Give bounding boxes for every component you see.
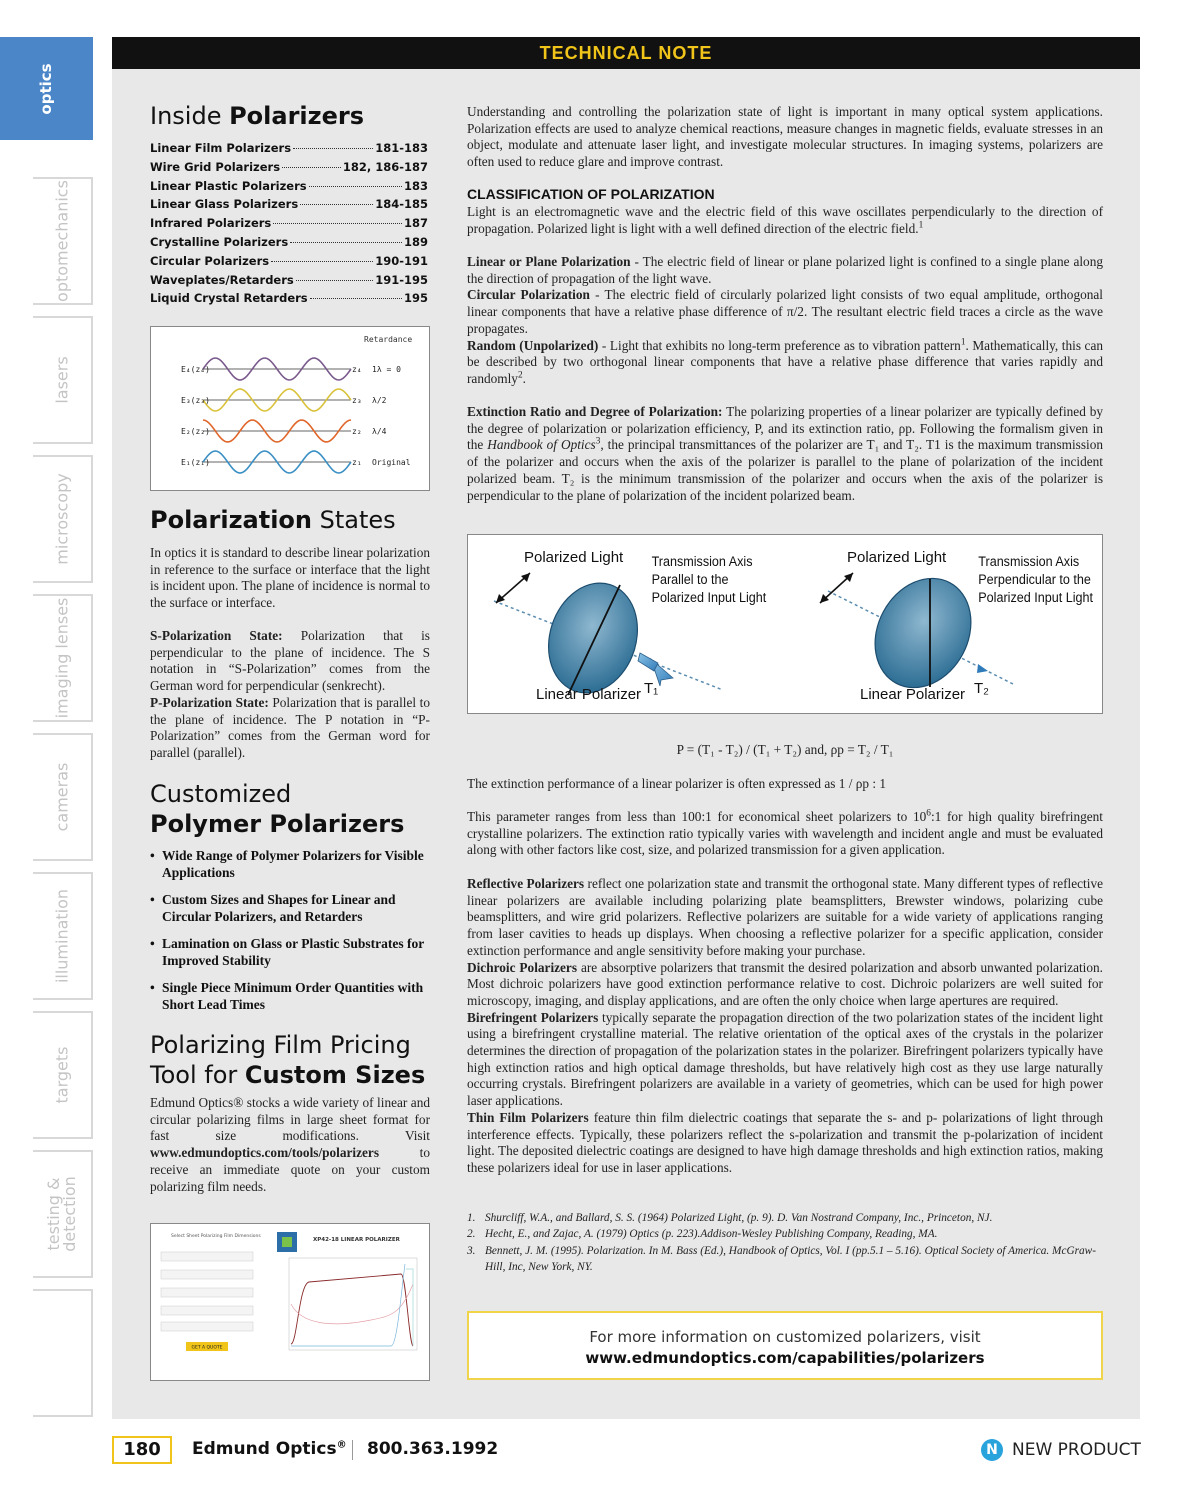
more-info-text: For more information on customized polarizers, visit	[589, 1328, 981, 1346]
classification-heading: CLASSIFICATION OF POLARIZATION	[467, 186, 715, 202]
tool-form-title: Select Sheet Polarizing Film Dimensions	[171, 1234, 261, 1239]
retardance-wave-figure	[150, 326, 430, 491]
wave-retardance-value: λ/4	[372, 427, 387, 436]
reference-item: 3. Bennett, J. M. (1995). Polarization. In M. Bass (Ed.), Handbook of Optics, Vol. I (pp.5.1 – 5.16). Optical Society of America. McGraw-Hill, Inc, New York, NY.	[467, 1244, 1096, 1273]
right-t2-label: T₂	[974, 680, 989, 697]
new-product-icon: N	[981, 1439, 1003, 1461]
toc-item[interactable]: Liquid Crystal Retarders 195	[150, 291, 428, 306]
polarization-states-heading: Polarization States	[150, 506, 396, 534]
side-tab-microscopy[interactable]: microscopy	[33, 455, 93, 583]
wave-z-label: z₃	[352, 396, 362, 405]
wave-retardance-value: 1λ = 0	[372, 365, 401, 374]
bullet-item: • Single Piece Minimum Order Quantities with Short Lead Times	[150, 980, 435, 1013]
right-axis-line1: Transmission Axis	[978, 553, 1080, 570]
side-tab-targets[interactable]: targets	[33, 1011, 93, 1139]
side-tab-lasers[interactable]: lasers	[33, 316, 93, 444]
side-tab-imaging-lenses[interactable]: imaging lenses	[33, 594, 93, 722]
page-number: 180	[112, 1436, 172, 1464]
retardance-label: Retardance	[364, 335, 413, 344]
states-intro: In optics it is standard to describe linear polarization in reference to the surface or interface that the light is incident upon. The plane of incidence is normal to the surface or interface.	[150, 545, 430, 611]
side-tab-optics[interactable]: optics	[0, 37, 93, 140]
toc-item[interactable]: Linear Glass Polarizers 184-185	[150, 197, 428, 212]
left-axis-line3: Polarized Input Light	[651, 589, 767, 606]
toc-item[interactable]: Linear Plastic Polarizers 183	[150, 178, 428, 193]
reference-item: 1. Shurcliff, W.A., and Ballard, S. S. (1964) Polarized Light, (p. 9). D. Van Nostrand Company, Inc., Princeton, NJ.	[467, 1212, 993, 1224]
polarizer-diagram-svg	[468, 535, 1102, 713]
wave-retardance-value: λ/2	[372, 396, 387, 405]
formula: P = (T₁ - T₂) / (T₁ + T₂) and, ρp = T₂ / T₁	[676, 742, 894, 757]
intro-paragraph: Understanding and controlling the polarization state of light is important in many optical system applications. Polarization effects are used to analyze chemical reactions, measure changes in magnetic fields, evaluate stresses in an object, modulate and attenuate laser light, and investigate molecular structures. In imaging systems, polarizers are often used to reduce glare and improve contrast.	[467, 104, 1103, 170]
references	[467, 1210, 1103, 1275]
wave-z-label: z₁	[352, 458, 362, 467]
extinction-performance: The extinction performance of a linear polarizer is often expressed as 1 / ρp : 1	[467, 776, 887, 791]
inside-polarizers-heading: Inside Polarizers	[150, 102, 365, 130]
polarizer-types-paragraphs: Reflective Polarizers reflect one polarization state and transmit the orthogonal state. Many different types of reflective linear polarizers are available including polarizing plate beamsplitters, Brewster windows, polarizing cube beamsplitters, and wire grid polarizers. Reflective polarizers are suitable for a wide variety of applications ranging from laser cavities to heads up displays. When choosing a reflective polarizer for a specific application, consider extinction performance and angle sensitivity before making your purchase. Dichroic Polarizers are absorptive polarizers that transmit the desired polarization and absorb unwanted polarization. Most dichroic polarizers have good extinction performance relative to cost. Dichroic polarizers are well suited for microscopy, imaging, and display applications, and are often the only choice when large apertures are required. Birefringent Polarizers typically separate the propagation direction of the two polarization states of the incident light using a birefringent crystalline material. The relative orientation of the optical axes of the crystals in the polarizer determines the direction of propagation of the polarization states in the polarizer. Birefringent polarizers typically have high extinction ratios and high optical damage thresholds, but have relatively high cost as they use large naturally occurring crystals. Birefringent polarizers are available in a variety of geometries, which can be used for high power laser applications. Thin Film Polarizers feature thin film dielectric coatings that separate the s- and p- polarizations of light through interference effects. Typically, these polarizers reflect the s-polarization and transmit the p-polarization of incident light. The deposited dielectric coatings are designed to have high damage thresholds and high extinction ratios, making these polarizers ideal for use in laser applications.	[467, 876, 1104, 1175]
reference-item: 2. Hecht, E., and Zajac, A. (1979) Optics (p. 223).Addison-Wesley Publishing Company, Reading, MA.	[467, 1228, 938, 1241]
s-p-polarization-text: S-Polarization State: Polarization that is perpendicular to the plane of incidence. The S notation in “S-Polarization” comes from the German word for perpendicular (senkrecht). P-Polarization State: Polarization that is parallel to the plane of incidence. The P notation in “P-Polarization” comes from the German word for parallel (parallel).	[150, 628, 430, 760]
left-axis-line1: Transmission Axis	[651, 553, 753, 570]
get-quote-label: GET A QUOTE	[191, 1345, 223, 1351]
toc-item[interactable]: Wire Grid Polarizers 182, 186-187	[150, 159, 428, 174]
footer-divider	[352, 1440, 353, 1460]
phone-number[interactable]: 800.363.1992	[367, 1439, 499, 1459]
right-axis-line2: Perpendicular to the	[978, 571, 1091, 588]
polarizer-diagram	[467, 534, 1103, 714]
pricing-tool-link[interactable]: www.edmundoptics.com/tools/polarizers	[150, 1145, 379, 1161]
new-product-label: NEW PRODUCT	[1012, 1440, 1141, 1460]
wave-field-label: E₂(z₂)	[181, 427, 210, 436]
more-info-box	[467, 1311, 1103, 1380]
right-polarized-light-label: Polarized Light	[847, 549, 947, 566]
left-t1-label: T₁	[644, 680, 659, 697]
customized-heading: Customized Polymer Polarizers	[150, 780, 405, 838]
toc-list	[150, 141, 428, 310]
toc-item[interactable]: Crystalline Polarizers 189	[150, 234, 428, 249]
technical-note-title: TECHNICAL NOTE	[539, 43, 713, 63]
left-linear-polarizer-label: Linear Polarizer	[536, 686, 642, 703]
wave-z-label: z₄	[352, 365, 362, 374]
wave-field-label: E₁(z₁)	[181, 458, 210, 467]
left-axis-line2: Parallel to the	[651, 571, 729, 588]
toc-item[interactable]: Circular Polarizers 190-191	[150, 253, 428, 268]
wave-z-label: z₂	[352, 427, 362, 436]
wave-field-label: E₄(z₄)	[181, 365, 210, 374]
parameter-range-paragraph: This parameter ranges from less than 100:1 for economical sheet polarizers to $10^6:1$ for high quality birefringent crystalline polarizers. The extinction ratio typically varies with wavelength and incident angle and must be evaluated along with other factors like cost, size, and polarized transmission for a given application.	[467, 808, 1103, 858]
side-tab-cameras[interactable]: cameras	[33, 733, 93, 861]
wave-retardance-value: Original	[372, 458, 411, 467]
extinction-ratio-paragraph: Extinction Ratio and Degree of Polarization: The polarizing properties of a linear polarizer are typically defined by the degree of polarization or polarization efficiency, P, and its extinction ratio, ρp. Following the formalism given in the Handbook of Optics$^3$, the principal transmittances of the polarizer are T₁ and T₂. T1 is the maximum transmission of the polarizer and occurs when the axis of the polarizer is parallel to the plane of polarization of the incident polarized beam. T₂ is the minimum transmission of the polarizer and occurs when the axis of the polarizer is perpendicular to the plane of polarization of the incident polarized beam.	[467, 404, 1104, 503]
feature-bullets	[150, 848, 435, 1024]
side-tab-illumination[interactable]: illumination	[33, 872, 93, 1000]
right-axis-line3: Polarized Input Light	[978, 589, 1093, 606]
classification-text: Light is an electromagnetic wave and the electric field of this wave oscillates perpendicularly to the direction of propagation. Polarized light is light with a well defined direction of the electric field.$^1$	[467, 204, 1103, 236]
toc-item[interactable]: Linear Film Polarizers 181-183	[150, 141, 428, 155]
toc-item[interactable]: Infrared Polarizers 187	[150, 216, 428, 231]
wave-field-label: E₃(z₃)	[181, 396, 210, 405]
side-tab-testing-detection[interactable]: testing & detection	[33, 1150, 93, 1278]
side-tab-empty[interactable]	[33, 1289, 93, 1417]
pricing-tool-screenshot	[150, 1223, 430, 1381]
bullet-item: • Custom Sizes and Shapes for Linear and Circular Polarizers, and Retarders	[150, 892, 435, 925]
tool-chart-title: XP42-18 LINEAR POLARIZER	[313, 1237, 400, 1243]
more-info-link[interactable]: www.edmundoptics.com/capabilities/polarizers	[585, 1349, 985, 1367]
polarization-types: Linear or Plane Polarization - The electric field of linear or plane polarized light is confined to a single plane along the direction of propagation of the light wave. Circular Polarization - The electric field of circularly polarized light consists of two equal amplitude, orthogonal linear components that have a relative phase difference of π/2. The resultant electric field traces a circle as the wave propagates. Random (Unpolarized) - Light that exhibits no long-term preference as to vibration pattern$^1$. Mathematically, this can be described by two orthogonal linear components that have a relative phase difference that varies rapidly and randomly$^2$.	[467, 254, 1103, 386]
pricing-tool-heading: Polarizing Film Pricing Tool for Custom Sizes	[150, 1031, 426, 1089]
bullet-item: • Lamination on Glass or Plastic Substrates for Improved Stability	[150, 936, 435, 969]
brand-name: Edmund Optics®	[192, 1439, 347, 1459]
bullet-item: • Wide Range of Polymer Polarizers for Visible Applications	[150, 848, 435, 881]
side-tab-optomechanics[interactable]: optomechanics	[33, 177, 93, 305]
left-polarized-light-label: Polarized Light	[524, 549, 624, 566]
pricing-text: Edmund Optics® stocks a wide variety of linear and circular polarizing films in large sheet format for fast size modifications. Visit www.edmundoptics.com/tools/polarizers to receive an immediate quote on your custom polarizing film needs.	[150, 1095, 430, 1194]
pricing-tool-image	[151, 1224, 429, 1380]
wave-diagram	[151, 327, 429, 490]
toc-item[interactable]: Waveplates/Retarders 191-195	[150, 272, 428, 287]
right-linear-polarizer-label: Linear Polarizer	[860, 686, 966, 703]
